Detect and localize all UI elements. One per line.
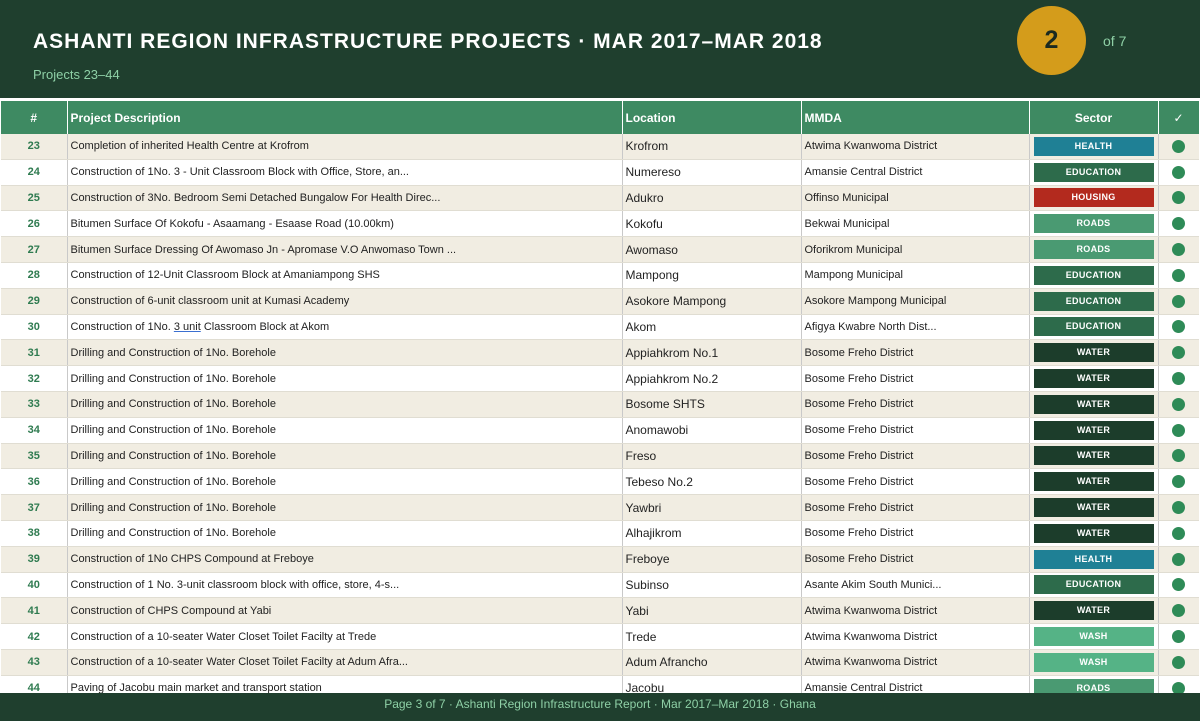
project-mmda: Oforikrom Municipal xyxy=(801,237,1029,263)
status-cell xyxy=(1158,520,1199,546)
table-row[interactable] xyxy=(1,314,1199,340)
project-location: Awomaso xyxy=(622,237,801,263)
status-cell xyxy=(1158,185,1199,211)
project-description: Drilling and Construction of 1No. Borehole xyxy=(67,340,622,366)
project-location: Alhajikrom xyxy=(622,520,801,546)
column-header-location[interactable]: Location xyxy=(622,101,801,134)
project-location: Tebeso No.2 xyxy=(622,469,801,495)
status-cell xyxy=(1158,340,1199,366)
project-mmda: Afigya Kwabre North Dist... xyxy=(801,314,1029,340)
project-mmda: Amansie Central District xyxy=(801,159,1029,185)
sector-badge: WATER xyxy=(1034,395,1154,414)
table-row[interactable] xyxy=(1,288,1199,314)
project-location: Asokore Mampong xyxy=(622,288,801,314)
status-dot-icon xyxy=(1172,682,1185,693)
report-subtitle: Projects 23–44 xyxy=(33,67,120,82)
project-description: Construction of 1No. 3 - Unit Classroom Block with Office, Store, an... xyxy=(67,159,622,185)
project-number: 38 xyxy=(1,520,67,546)
sector-cell xyxy=(1029,495,1158,521)
project-description: Drilling and Construction of 1No. Borehole xyxy=(67,391,622,417)
sector-cell xyxy=(1029,469,1158,495)
project-description: Construction of 1 No. 3-unit classroom block with office, store, 4-s... xyxy=(67,572,622,598)
project-description: Construction of 12-Unit Classroom Block at Amaniampong SHS xyxy=(67,262,622,288)
column-header-mmda[interactable]: MMDA xyxy=(801,101,1029,134)
project-mmda: Offinso Municipal xyxy=(801,185,1029,211)
status-dot-icon xyxy=(1172,166,1185,179)
sector-cell xyxy=(1029,443,1158,469)
status-cell xyxy=(1158,572,1199,598)
project-number: 30 xyxy=(1,314,67,340)
project-location: Freboye xyxy=(622,546,801,572)
status-dot-icon xyxy=(1172,372,1185,385)
table-row[interactable] xyxy=(1,159,1199,185)
status-cell xyxy=(1158,314,1199,340)
project-number: 26 xyxy=(1,211,67,237)
table-row[interactable] xyxy=(1,134,1199,159)
project-description: Construction of CHPS Compound at Yabi xyxy=(67,598,622,624)
project-description: Drilling and Construction of 1No. Borehole xyxy=(67,366,622,392)
project-location: Krofrom xyxy=(622,134,801,159)
status-cell xyxy=(1158,675,1199,693)
sector-cell xyxy=(1029,262,1158,288)
sector-badge: HEALTH xyxy=(1034,550,1154,569)
sector-cell xyxy=(1029,675,1158,693)
project-location: Subinso xyxy=(622,572,801,598)
project-mmda: Bosome Freho District xyxy=(801,340,1029,366)
description-text-underlined: 3 unit xyxy=(173,320,201,333)
status-cell xyxy=(1158,391,1199,417)
table-row[interactable] xyxy=(1,675,1199,693)
table-body xyxy=(1,134,1199,693)
sector-badge: ROADS xyxy=(1034,214,1154,233)
project-location: Appiahkrom No.2 xyxy=(622,366,801,392)
sector-badge: ROADS xyxy=(1034,240,1154,259)
project-description: Drilling and Construction of 1No. Borehole xyxy=(67,520,622,546)
project-number: 27 xyxy=(1,237,67,263)
column-header-description[interactable]: Project Description xyxy=(67,101,622,134)
project-number: 43 xyxy=(1,649,67,675)
table-row[interactable] xyxy=(1,469,1199,495)
sector-badge: EDUCATION xyxy=(1034,163,1154,182)
sector-badge: WATER xyxy=(1034,601,1154,620)
status-dot-icon xyxy=(1172,656,1185,669)
table-row[interactable] xyxy=(1,624,1199,650)
project-number: 42 xyxy=(1,624,67,650)
sector-cell xyxy=(1029,134,1158,159)
project-mmda: Bosome Freho District xyxy=(801,469,1029,495)
status-dot-icon xyxy=(1172,398,1185,411)
project-mmda: Bosome Freho District xyxy=(801,495,1029,521)
column-header-sector[interactable]: Sector xyxy=(1029,101,1158,134)
table-row[interactable] xyxy=(1,546,1199,572)
projects-table xyxy=(1,101,1200,693)
sector-cell xyxy=(1029,159,1158,185)
project-location: Adukro xyxy=(622,185,801,211)
status-dot-icon xyxy=(1172,269,1185,282)
sector-cell xyxy=(1029,598,1158,624)
report-header xyxy=(0,0,1200,100)
project-location: Mampong xyxy=(622,262,801,288)
status-dot-icon xyxy=(1172,320,1185,333)
table-row[interactable] xyxy=(1,366,1199,392)
project-location: Kokofu xyxy=(622,211,801,237)
project-location: Numereso xyxy=(622,159,801,185)
project-number: 28 xyxy=(1,262,67,288)
description-text-start: Construction of 1No. xyxy=(70,320,174,333)
project-mmda: Bekwai Municipal xyxy=(801,211,1029,237)
project-location: Freso xyxy=(622,443,801,469)
project-location: Jacobu xyxy=(622,675,801,693)
project-description: Construction of 3No. Bedroom Semi Detached Bungalow For Health Direc... xyxy=(67,185,622,211)
project-location: Akom xyxy=(622,314,801,340)
sector-cell xyxy=(1029,624,1158,650)
sector-cell xyxy=(1029,185,1158,211)
sector-badge: WATER xyxy=(1034,472,1154,491)
project-location: Trede xyxy=(622,624,801,650)
sector-cell xyxy=(1029,288,1158,314)
project-number: 39 xyxy=(1,546,67,572)
column-header-number[interactable]: # xyxy=(1,101,67,134)
status-cell xyxy=(1158,469,1199,495)
project-description: Drilling and Construction of 1No. Borehole xyxy=(67,469,622,495)
sector-badge: EDUCATION xyxy=(1034,317,1154,336)
status-dot-icon xyxy=(1172,449,1185,462)
table-row[interactable] xyxy=(1,340,1199,366)
status-cell xyxy=(1158,598,1199,624)
status-cell xyxy=(1158,134,1199,159)
project-number: 36 xyxy=(1,469,67,495)
project-description: Construction of 6-unit classroom unit at Kumasi Academy xyxy=(67,288,622,314)
status-dot-icon xyxy=(1172,630,1185,643)
status-cell xyxy=(1158,417,1199,443)
project-number: 44 xyxy=(1,675,67,693)
sector-badge: WATER xyxy=(1034,369,1154,388)
table-row[interactable] xyxy=(1,262,1199,288)
project-mmda: Bosome Freho District xyxy=(801,366,1029,392)
project-mmda: Asante Akim South Munici... xyxy=(801,572,1029,598)
project-description: Construction of 1No CHPS Compound at Freboye xyxy=(67,546,622,572)
project-mmda: Mampong Municipal xyxy=(801,262,1029,288)
table-row[interactable] xyxy=(1,520,1199,546)
project-number: 25 xyxy=(1,185,67,211)
project-mmda: Atwima Kwanwoma District xyxy=(801,134,1029,159)
project-description: Drilling and Construction of 1No. Borehole xyxy=(67,417,622,443)
table-row[interactable] xyxy=(1,391,1199,417)
sector-badge: WATER xyxy=(1034,343,1154,362)
sector-cell xyxy=(1029,417,1158,443)
status-cell xyxy=(1158,159,1199,185)
project-location: Adum Afrancho xyxy=(622,649,801,675)
project-description xyxy=(67,314,622,340)
project-description: Construction of a 10-seater Water Closet Toilet Facilty at Adum Afra... xyxy=(67,649,622,675)
project-mmda: Bosome Freho District xyxy=(801,391,1029,417)
sector-badge: WATER xyxy=(1034,446,1154,465)
page-footer: Page 3 of 7 · Ashanti Region Infrastructure Report · Mar 2017–Mar 2018 · Ghana xyxy=(0,693,1200,721)
project-number: 40 xyxy=(1,572,67,598)
project-number: 23 xyxy=(1,134,67,159)
sector-badge: ROADS xyxy=(1034,679,1154,693)
table-row[interactable] xyxy=(1,598,1199,624)
project-description: Paving of Jacobu main market and transport station xyxy=(67,675,622,693)
project-number: 31 xyxy=(1,340,67,366)
column-header-check[interactable]: ✓ xyxy=(1158,101,1199,134)
project-mmda: Amansie Central District xyxy=(801,675,1029,693)
project-description: Drilling and Construction of 1No. Borehole xyxy=(67,443,622,469)
project-mmda: Bosome Freho District xyxy=(801,520,1029,546)
table-row[interactable] xyxy=(1,649,1199,675)
sector-cell xyxy=(1029,237,1158,263)
sector-cell xyxy=(1029,572,1158,598)
project-mmda: Asokore Mampong Municipal xyxy=(801,288,1029,314)
sector-badge: HOUSING xyxy=(1034,188,1154,207)
project-number: 24 xyxy=(1,159,67,185)
sector-badge: EDUCATION xyxy=(1034,266,1154,285)
status-cell xyxy=(1158,624,1199,650)
project-location: Bosome SHTS xyxy=(622,391,801,417)
sector-cell xyxy=(1029,546,1158,572)
sector-cell xyxy=(1029,649,1158,675)
table-row[interactable] xyxy=(1,495,1199,521)
status-cell xyxy=(1158,262,1199,288)
table-row[interactable] xyxy=(1,211,1199,237)
project-number: 33 xyxy=(1,391,67,417)
sector-cell xyxy=(1029,366,1158,392)
page-total-label: of 7 xyxy=(1103,33,1127,49)
project-number: 29 xyxy=(1,288,67,314)
status-dot-icon xyxy=(1172,604,1185,617)
sector-cell xyxy=(1029,340,1158,366)
project-description: Construction of a 10-seater Water Closet Toilet Facilty at Trede xyxy=(67,624,622,650)
status-cell xyxy=(1158,288,1199,314)
status-dot-icon xyxy=(1172,424,1185,437)
project-location: Yawbri xyxy=(622,495,801,521)
table-row[interactable] xyxy=(1,417,1199,443)
project-number: 37 xyxy=(1,495,67,521)
status-dot-icon xyxy=(1172,191,1185,204)
report-title: ASHANTI REGION INFRASTRUCTURE PROJECTS · MAR 2017–MAR 2018 xyxy=(33,30,823,53)
project-location: Anomawobi xyxy=(622,417,801,443)
page-number-badge: 2 xyxy=(1017,6,1086,75)
project-mmda: Bosome Freho District xyxy=(801,417,1029,443)
status-cell xyxy=(1158,495,1199,521)
status-cell xyxy=(1158,211,1199,237)
sector-badge: WASH xyxy=(1034,653,1154,672)
status-cell xyxy=(1158,237,1199,263)
table-row[interactable] xyxy=(1,443,1199,469)
table-header-row xyxy=(1,101,1199,134)
status-dot-icon xyxy=(1172,295,1185,308)
project-description: Bitumen Surface Dressing Of Awomaso Jn - Apromase V.O Anwomaso Town ... xyxy=(67,237,622,263)
sector-cell xyxy=(1029,520,1158,546)
status-dot-icon xyxy=(1172,346,1185,359)
project-mmda: Atwima Kwanwoma District xyxy=(801,624,1029,650)
sector-badge: WASH xyxy=(1034,627,1154,646)
status-dot-icon xyxy=(1172,553,1185,566)
description-text-end: Classroom Block at Akom xyxy=(200,320,330,333)
table-row[interactable] xyxy=(1,237,1199,263)
project-description: Drilling and Construction of 1No. Borehole xyxy=(67,495,622,521)
sector-badge: WATER xyxy=(1034,421,1154,440)
sector-badge: EDUCATION xyxy=(1034,575,1154,594)
status-dot-icon xyxy=(1172,140,1185,153)
status-cell xyxy=(1158,546,1199,572)
project-number: 35 xyxy=(1,443,67,469)
project-mmda: Bosome Freho District xyxy=(801,443,1029,469)
project-number: 41 xyxy=(1,598,67,624)
status-cell xyxy=(1158,443,1199,469)
status-cell xyxy=(1158,366,1199,392)
sector-badge: WATER xyxy=(1034,524,1154,543)
sector-badge: EDUCATION xyxy=(1034,292,1154,311)
table-row[interactable] xyxy=(1,185,1199,211)
status-dot-icon xyxy=(1172,501,1185,514)
status-dot-icon xyxy=(1172,217,1185,230)
project-mmda: Bosome Freho District xyxy=(801,546,1029,572)
project-number: 32 xyxy=(1,366,67,392)
project-number: 34 xyxy=(1,417,67,443)
status-cell xyxy=(1158,649,1199,675)
project-mmda: Atwima Kwanwoma District xyxy=(801,598,1029,624)
project-description: Completion of inherited Health Centre at Krofrom xyxy=(67,134,622,159)
sector-cell xyxy=(1029,391,1158,417)
status-dot-icon xyxy=(1172,578,1185,591)
status-dot-icon xyxy=(1172,475,1185,488)
sector-cell xyxy=(1029,314,1158,340)
project-mmda: Atwima Kwanwoma District xyxy=(801,649,1029,675)
status-dot-icon xyxy=(1172,527,1185,540)
table-row[interactable] xyxy=(1,572,1199,598)
sector-cell xyxy=(1029,211,1158,237)
project-location: Yabi xyxy=(622,598,801,624)
projects-table-container xyxy=(0,101,1200,693)
status-dot-icon xyxy=(1172,243,1185,256)
sector-badge: WATER xyxy=(1034,498,1154,517)
project-location: Appiahkrom No.1 xyxy=(622,340,801,366)
project-description: Bitumen Surface Of Kokofu - Asaamang - Esaase Road (10.00km) xyxy=(67,211,622,237)
sector-badge: HEALTH xyxy=(1034,137,1154,156)
